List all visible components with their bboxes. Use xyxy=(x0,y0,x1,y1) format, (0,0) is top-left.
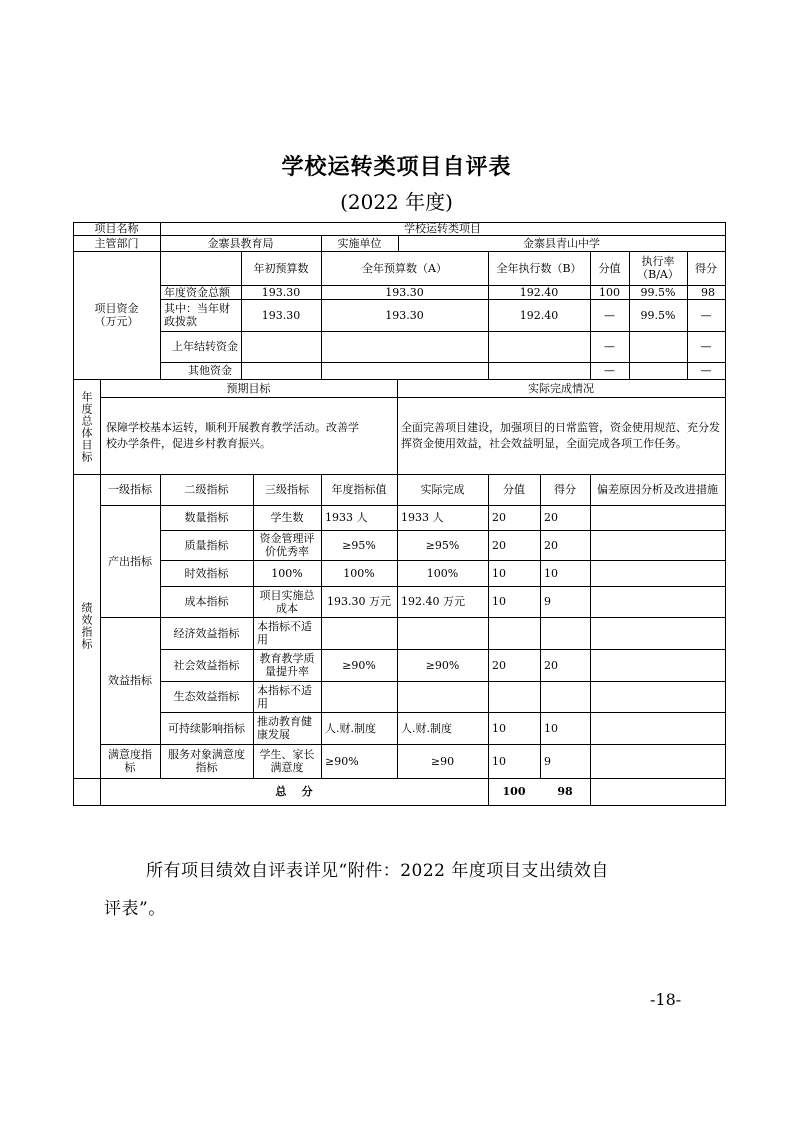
perf-level3: 学生、家长满意度 xyxy=(259,748,315,774)
fund-value: — xyxy=(604,364,615,377)
perf-target: 100% xyxy=(343,566,375,580)
perf-actual: ≥90% xyxy=(425,658,460,672)
perf-value: 20 xyxy=(492,538,506,552)
perf-score: 20 xyxy=(544,511,558,524)
col-annual-budget: 全年预算数（A） xyxy=(362,261,447,275)
level1-output: 产出指标 xyxy=(108,554,152,568)
fund-score: — xyxy=(700,308,712,322)
actual-completion-header: 实际完成情况 xyxy=(528,381,594,395)
impl-label: 实施单位 xyxy=(337,236,382,250)
perf-header-actual: 实际完成 xyxy=(420,483,465,496)
perf-score: 10 xyxy=(544,566,558,580)
perf-level2: 数量指标 xyxy=(184,511,229,524)
perf-actual: 100% xyxy=(426,566,459,580)
project-name-value: 学校运转类项目 xyxy=(404,222,481,235)
perf-actual: ≥95% xyxy=(425,538,460,552)
perf-level3: 资金管理评价优秀率 xyxy=(259,532,315,558)
perf-level2: 时效指标 xyxy=(184,566,229,580)
fund-budget: 193.30 xyxy=(385,285,424,299)
total-score: 98 xyxy=(557,785,573,798)
level1-benefit: 效益指标 xyxy=(108,674,152,687)
perf-actual: 192.40 万元 xyxy=(401,595,465,608)
closing-paragraph: 所有项目绩效自评表详见“附件：2022 年度项目支出绩效自 xyxy=(146,861,609,881)
perf-target: ≥90% xyxy=(325,754,359,768)
fund-exec: 192.40 xyxy=(519,308,559,322)
total-label: 总 分 xyxy=(275,785,313,798)
perf-level2: 经济效益指标 xyxy=(173,626,240,640)
impl-value: 金寨县青山中学 xyxy=(523,236,600,250)
fund-row-label: 其中：当年财政拨款 xyxy=(164,302,230,328)
page-number: -18- xyxy=(650,990,682,1009)
perf-target: 193.30 万元 xyxy=(327,595,391,608)
perf-level3: 推动教育健康发展 xyxy=(257,715,312,741)
perf-level2: 生态效益指标 xyxy=(173,690,240,703)
fund-row-label: 年度资金总额 xyxy=(164,285,230,299)
annual-goals-side-label: 年度总体目标 xyxy=(80,390,93,463)
perf-value: 20 xyxy=(492,511,506,524)
page-title: 学校运转类项目自评表 xyxy=(281,154,512,180)
fund-initial: 193.30 xyxy=(261,285,301,299)
perf-level3: 100% xyxy=(271,566,303,580)
perf-value: 10 xyxy=(492,721,506,735)
perf-target: ≥95% xyxy=(342,538,376,552)
col-initial-budget: 年初预算数 xyxy=(253,261,309,275)
perf-score: 20 xyxy=(544,538,558,552)
col-exec-rate: 执行率（B/A） xyxy=(637,255,679,281)
fund-initial: 193.30 xyxy=(261,308,301,322)
perf-header-score: 得分 xyxy=(554,483,576,496)
perf-value: 10 xyxy=(492,595,506,608)
actual-completion-text: 全面完善项目建设，加强项目的日常监管，资金使用规范、充分发挥资金使用效益，社会效益明显，全面完成各项工作任务。 xyxy=(401,420,720,450)
level1-satisfaction: 满意度指标 xyxy=(108,748,152,774)
perf-header-level2: 二级指标 xyxy=(184,483,229,496)
perf-header-level3: 三级指标 xyxy=(265,483,309,496)
fund-row-label: 上年结转资金 xyxy=(172,340,238,353)
perf-score: 20 xyxy=(544,658,558,672)
closing-paragraph-continued: 评表”。 xyxy=(104,899,166,919)
perf-value: 10 xyxy=(492,754,506,768)
perf-actual: ≥90 xyxy=(430,754,455,768)
col-annual-exec: 全年执行数（B） xyxy=(496,261,582,275)
fund-score: — xyxy=(700,340,712,353)
fund-rate: 99.5% xyxy=(640,308,676,322)
perf-level3: 本指标不适用 xyxy=(257,683,312,710)
perf-actual: 1933 人 xyxy=(401,511,444,524)
perf-level3: 教育教学质量提升率 xyxy=(259,652,315,678)
perf-header-deviation: 偏差原因分析及改进措施 xyxy=(597,483,718,496)
perf-level3: 学生数 xyxy=(270,511,304,524)
fund-value: 100 xyxy=(599,285,620,299)
performance-side-label: 绩效指标 xyxy=(80,602,93,650)
page-subtitle: (2022 年度) xyxy=(340,190,453,214)
perf-header-level1: 一级指标 xyxy=(108,483,152,496)
total-value: 100 xyxy=(502,785,526,798)
dept-label: 主管部门 xyxy=(94,236,139,250)
perf-header-value: 分值 xyxy=(503,483,525,496)
perf-value: 20 xyxy=(492,658,506,672)
perf-level2: 质量指标 xyxy=(184,538,229,552)
perf-level2: 服务对象满意度指标 xyxy=(168,748,245,774)
fund-budget: 193.30 xyxy=(385,308,424,322)
expected-goal-header: 预期目标 xyxy=(226,381,271,395)
dept-value: 金寨县教育局 xyxy=(207,236,274,250)
perf-score: 10 xyxy=(544,721,558,735)
perf-header-target: 年度指标值 xyxy=(331,483,387,496)
perf-level2: 成本指标 xyxy=(184,595,229,608)
fund-row-label: 其他资金 xyxy=(188,364,232,377)
fund-rate: 99.5% xyxy=(640,285,676,299)
perf-value: 10 xyxy=(492,566,506,580)
fund-value: — xyxy=(604,340,615,353)
funds-section-label: 项目资金（万元） xyxy=(94,302,139,328)
perf-score: 9 xyxy=(544,595,551,608)
perf-target: 1933 人 xyxy=(325,511,368,524)
fund-value: — xyxy=(604,308,615,322)
fund-score: 98 xyxy=(701,285,715,299)
fund-score: — xyxy=(700,364,712,377)
perf-score: 9 xyxy=(544,754,551,768)
perf-target: 人.财.制度 xyxy=(325,721,376,735)
perf-target: ≥90% xyxy=(342,658,376,672)
perf-level3: 本指标不适用 xyxy=(257,620,312,646)
perf-level2: 可持续影响指标 xyxy=(168,721,245,735)
project-name-label: 项目名称 xyxy=(94,222,139,235)
col-score-value: 分值 xyxy=(598,261,621,275)
fund-exec: 192.40 xyxy=(519,285,559,299)
perf-actual: 人.财.制度 xyxy=(401,721,452,735)
col-score: 得分 xyxy=(695,261,717,275)
expected-goal-text: 保障学校基本运转，顺利开展教育教学活动。改善学校办学条件，促进乡村教育振兴。 xyxy=(106,420,359,450)
perf-level2: 社会效益指标 xyxy=(173,658,240,672)
perf-level3: 项目实施总成本 xyxy=(259,588,315,615)
